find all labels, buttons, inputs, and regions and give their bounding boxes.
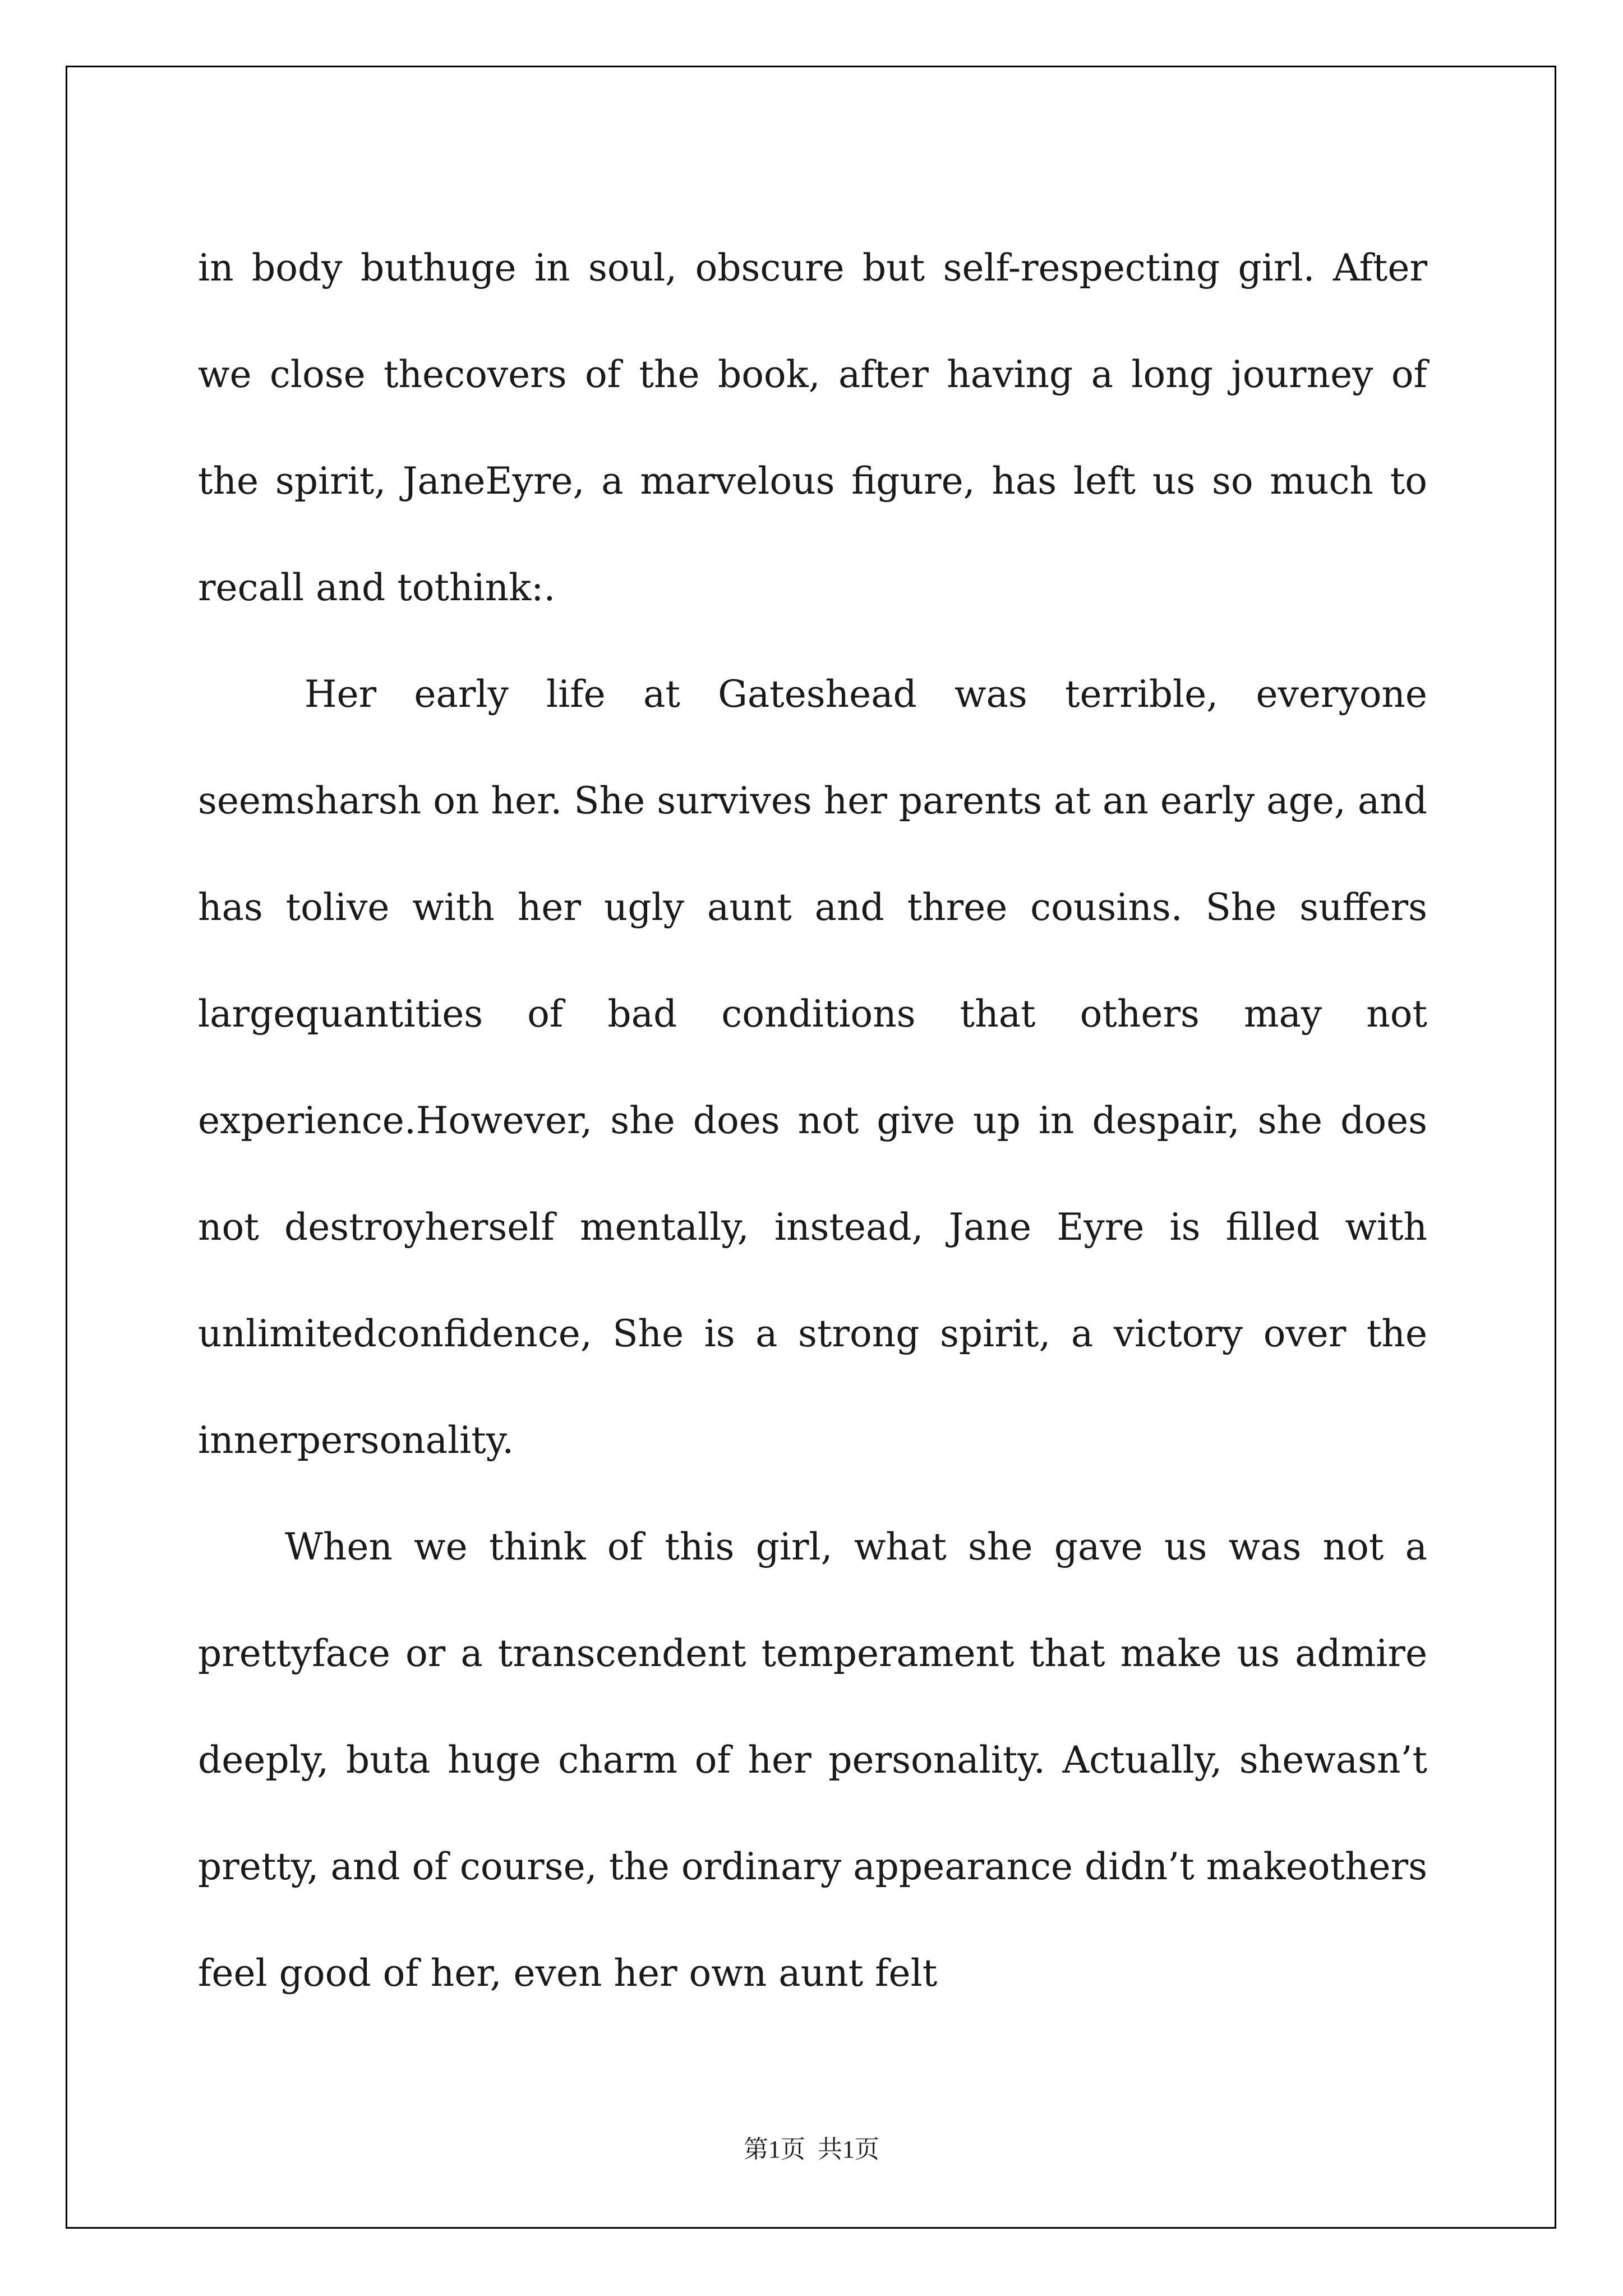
document-body bbox=[198, 215, 1427, 2027]
page-footer: 第1页 共1页 bbox=[744, 2136, 879, 2163]
paragraph: in body buthuge in soul, obscure but self-respecting girl. After we close thecovers of the book, after having a long journey of the spirit, JaneEyre, a marvelous figure, has left us so much to recall and tothink:. bbox=[198, 246, 1427, 609]
paragraph: Her early life at Gateshead was terrible, everyone seemsharsh on her. She survives her parents at an early age, and has tolive with her ugly aunt and three cousins. She suffers largequantities of bad conditions that others may not experience.However, she does not give up in despair, she does not destroyherself mentally, instead, Jane Eyre is filled with unlimitedconfidence, She is a strong spirit, a victory over the innerpersonality. bbox=[198, 673, 1427, 1462]
paragraph: When we think of this girl, what she gave us was not a prettyface or a transcendent temperament that make us admire deeply, buta huge charm of her personality. Actually, shewasn’t pretty, and of course, the ordinary appearance didn’t makeothers feel good of her, even her own aunt felt bbox=[198, 1525, 1427, 1995]
